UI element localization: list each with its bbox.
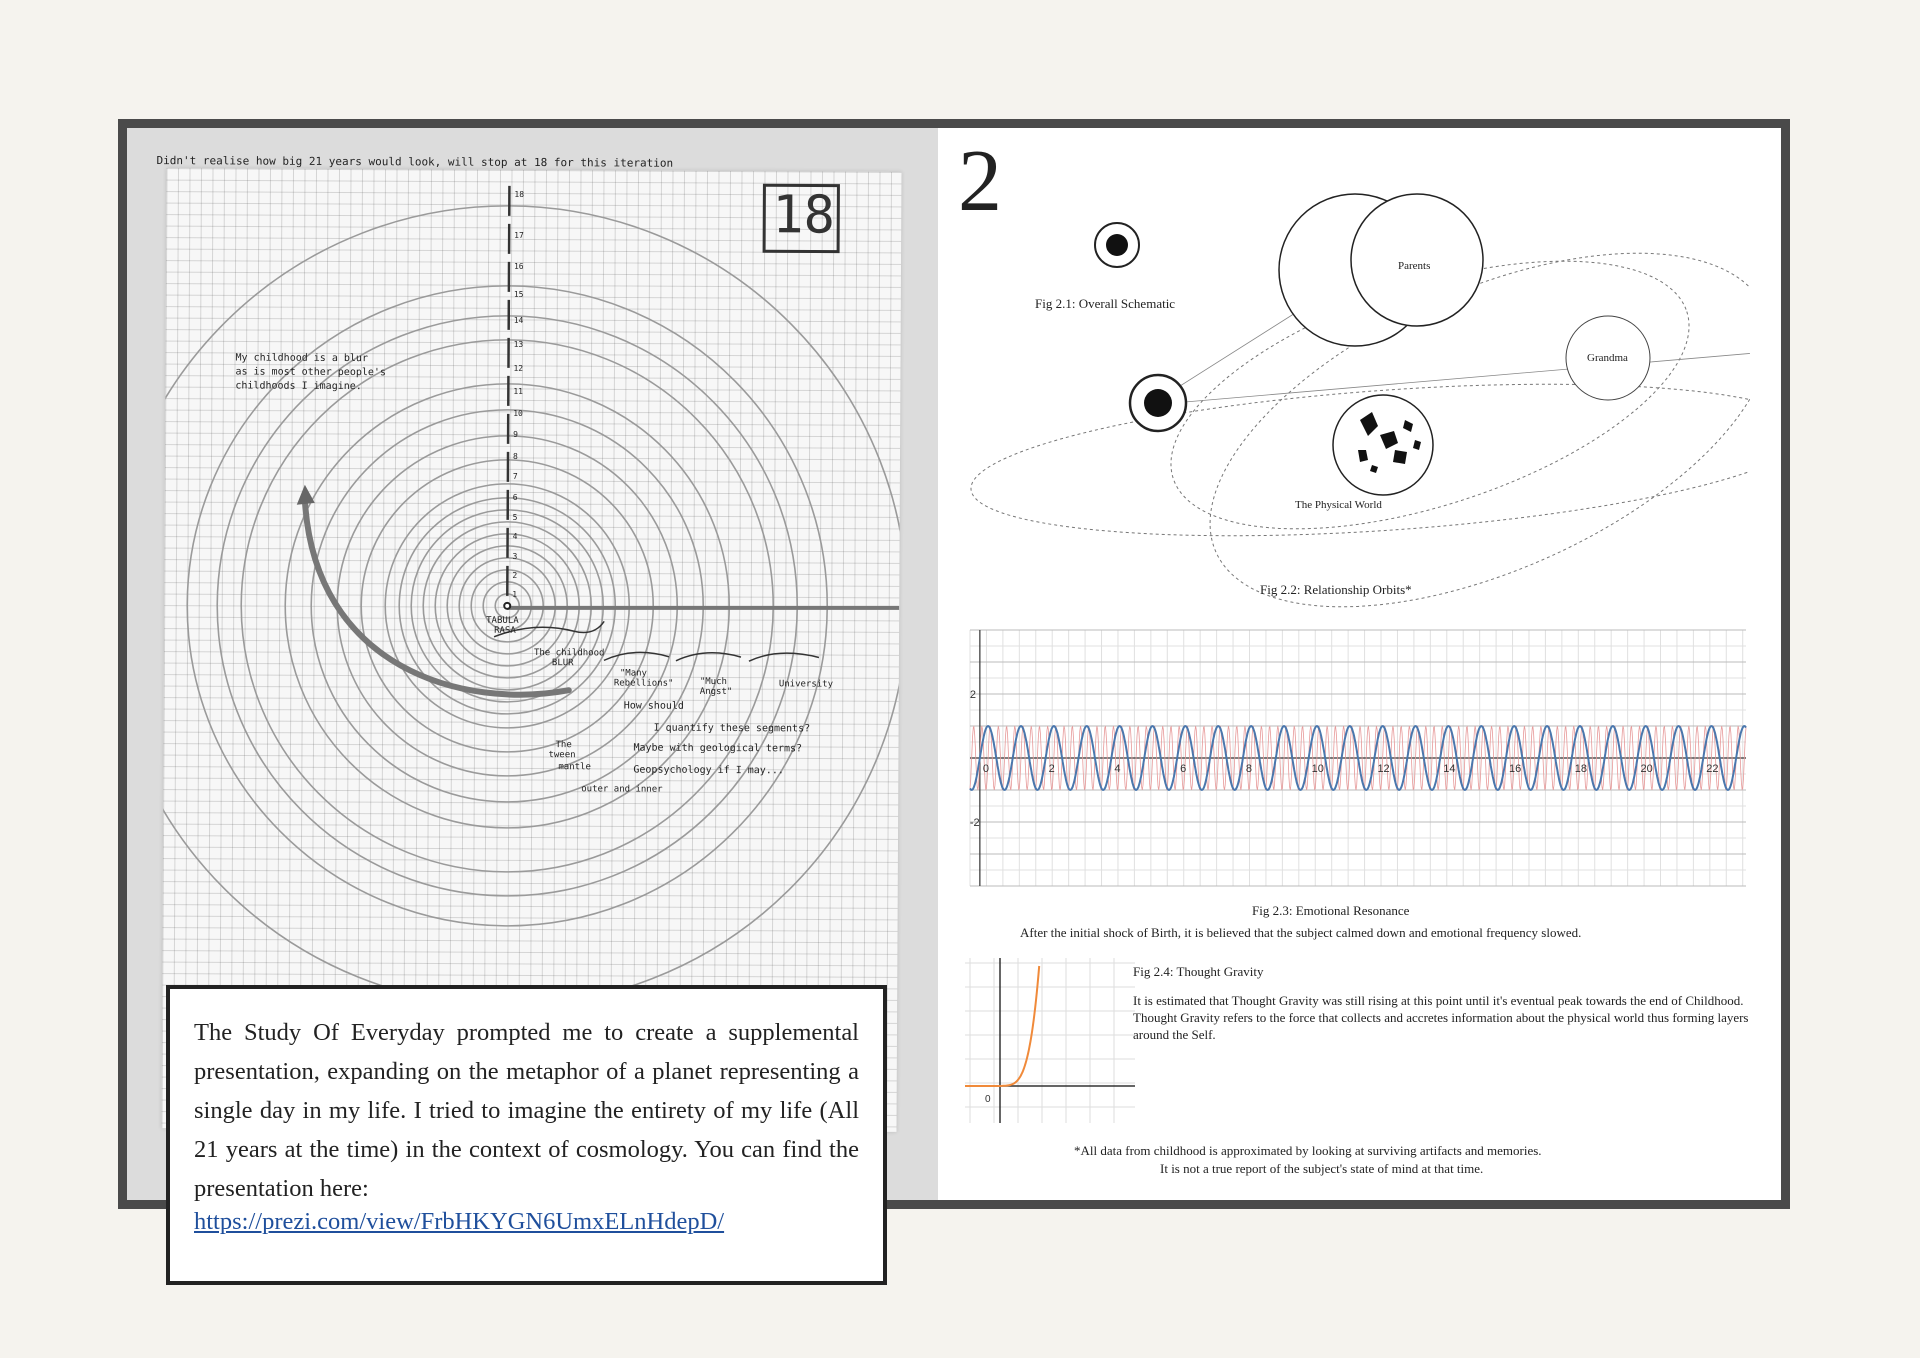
note-top: Didn't realise how big 21 years would look, will stop at 18 for this iteration (156, 154, 674, 170)
thought-gravity-chart (965, 958, 1135, 1128)
much-2: Angst" (699, 686, 733, 698)
horizontal-axis (507, 606, 899, 610)
axis-label-8: 8 (512, 451, 518, 461)
x-tick-2: 2 (1048, 763, 1055, 775)
fig24-description: It is estimated that Thought Gravity was still rising at this point until it's eventual peak towards the end of Childhood. Thought Gravity refers to the force that collects and accretes information about the physical world thus forming layers around the Self. (1133, 993, 1749, 1042)
x-tick-14: 14 (1443, 763, 1456, 775)
note-left-3: childhoods I imagine. (235, 380, 362, 393)
tabula-1: TABULA (486, 615, 519, 626)
axis-label-1: 1 (512, 589, 518, 599)
fig23-label: Fig 2.3: Emotional Resonance (1252, 903, 1410, 918)
physical-world-label: The Physical World (1295, 499, 1382, 511)
orbit-lines (1150, 310, 1750, 405)
x-tick-20: 20 (1640, 763, 1653, 775)
axis-label-3: 3 (512, 551, 518, 561)
question-1: How should (623, 700, 684, 712)
fig23-description: After the initial shock of Birth, it is believed that the subject calmed down and emotional frequency slowed. (1020, 925, 1582, 940)
orbit-schematic (960, 150, 1750, 610)
x-tick-18: 18 (1574, 763, 1587, 775)
x-tick-22: 22 (1706, 763, 1719, 775)
axis-label-5: 5 (512, 512, 518, 522)
fig24-label: Fig 2.4: Thought Gravity (1133, 964, 1264, 979)
series-thought-gravity (965, 966, 1039, 1086)
x-tick-6: 6 (1180, 763, 1187, 775)
question-3: Maybe with geological terms? (633, 742, 803, 755)
tabula-2: RASA (494, 625, 516, 636)
self-planet-core (1144, 389, 1172, 417)
center-dot (504, 603, 510, 609)
childhood-1: The childhood (533, 648, 605, 659)
presentation-link[interactable]: https://prezi.com/view/FrbHKYGN6UmxELnHdepD/ (194, 1208, 725, 1235)
university-bracket (749, 653, 819, 662)
box-number: 18 (772, 185, 836, 246)
emotional-resonance-chart (958, 626, 1748, 890)
many-2: Rebellions" (613, 678, 674, 689)
x-tick-4: 4 (1114, 763, 1121, 775)
axis-label-12: 12 (513, 363, 524, 373)
outer-inner: outer and inner (581, 784, 663, 795)
fig22-label: Fig 2.2: Relationship Orbits* (1260, 582, 1412, 597)
fig21-label: Fig 2.1: Overall Schematic (1035, 296, 1176, 311)
axis-label-11: 11 (513, 386, 524, 396)
grandma-label: Grandma (1587, 352, 1628, 364)
axis-label-15: 15 (513, 289, 524, 299)
y-tick-0: 0 (985, 1094, 991, 1105)
axis-label-7: 7 (512, 472, 518, 482)
tween-1: The (555, 740, 572, 751)
x-tick-0: 0 (982, 763, 989, 775)
x-tick-16: 16 (1508, 763, 1522, 775)
note-left-2: as is most other people's (235, 366, 386, 379)
many-1: "Many (619, 668, 647, 679)
axis-label-13: 13 (513, 340, 524, 350)
childhood-2: BLUR (551, 658, 574, 669)
footnote-2: It is not a true report of the subject's state of mind at that time. (1160, 1161, 1484, 1176)
self-icon-small-core (1106, 234, 1128, 256)
age-axis (507, 186, 509, 606)
orbit-rings (161, 204, 901, 1008)
axis-label-4: 4 (512, 532, 518, 542)
blur-arrowhead (297, 485, 315, 505)
axis-label-17: 17 (514, 231, 524, 241)
page-number: 2 (958, 133, 1002, 230)
x-tick-12: 12 (1377, 763, 1390, 775)
x-tick-8: 8 (1245, 763, 1253, 775)
question-2: I quantify these segments? (653, 722, 811, 735)
axis-label-14: 14 (513, 315, 524, 325)
y-tick--2: -2 (969, 817, 980, 829)
y-tick-2: 2 (969, 689, 976, 701)
tween-3: mantle (558, 762, 591, 773)
x-tick-10: 10 (1311, 763, 1324, 775)
university-label: University (778, 679, 834, 690)
caption-text: The Study Of Everyday prompted me to create a supplemental presentation, expanding on the metaphor of a planet representing a single day in my life. I tried to imagine the entirety of my life (All 21 years at the time) in the context of cosmology. You can find the presentation here: (194, 1019, 859, 1202)
axis-label-2: 2 (512, 570, 518, 580)
footnote-1: *All data from childhood is approximated by looking at surviving artifacts and memories. (1074, 1143, 1542, 1158)
much-bracket (676, 653, 741, 662)
note-left-1: My childhood is a blur (235, 352, 369, 365)
tween-2: tween (548, 750, 576, 761)
axis-label-6: 6 (512, 492, 518, 502)
axis-label-16: 16 (513, 262, 524, 272)
axis-label-18: 18 (514, 189, 525, 199)
parents-label: Parents (1398, 260, 1431, 272)
axis-label-9: 9 (513, 430, 518, 440)
much-1: "Much (699, 676, 727, 688)
axis-label-10: 10 (513, 408, 523, 418)
caption-box (166, 985, 887, 1285)
many-bracket (604, 652, 669, 661)
question-4: Geopsychology if I may... (633, 764, 784, 777)
